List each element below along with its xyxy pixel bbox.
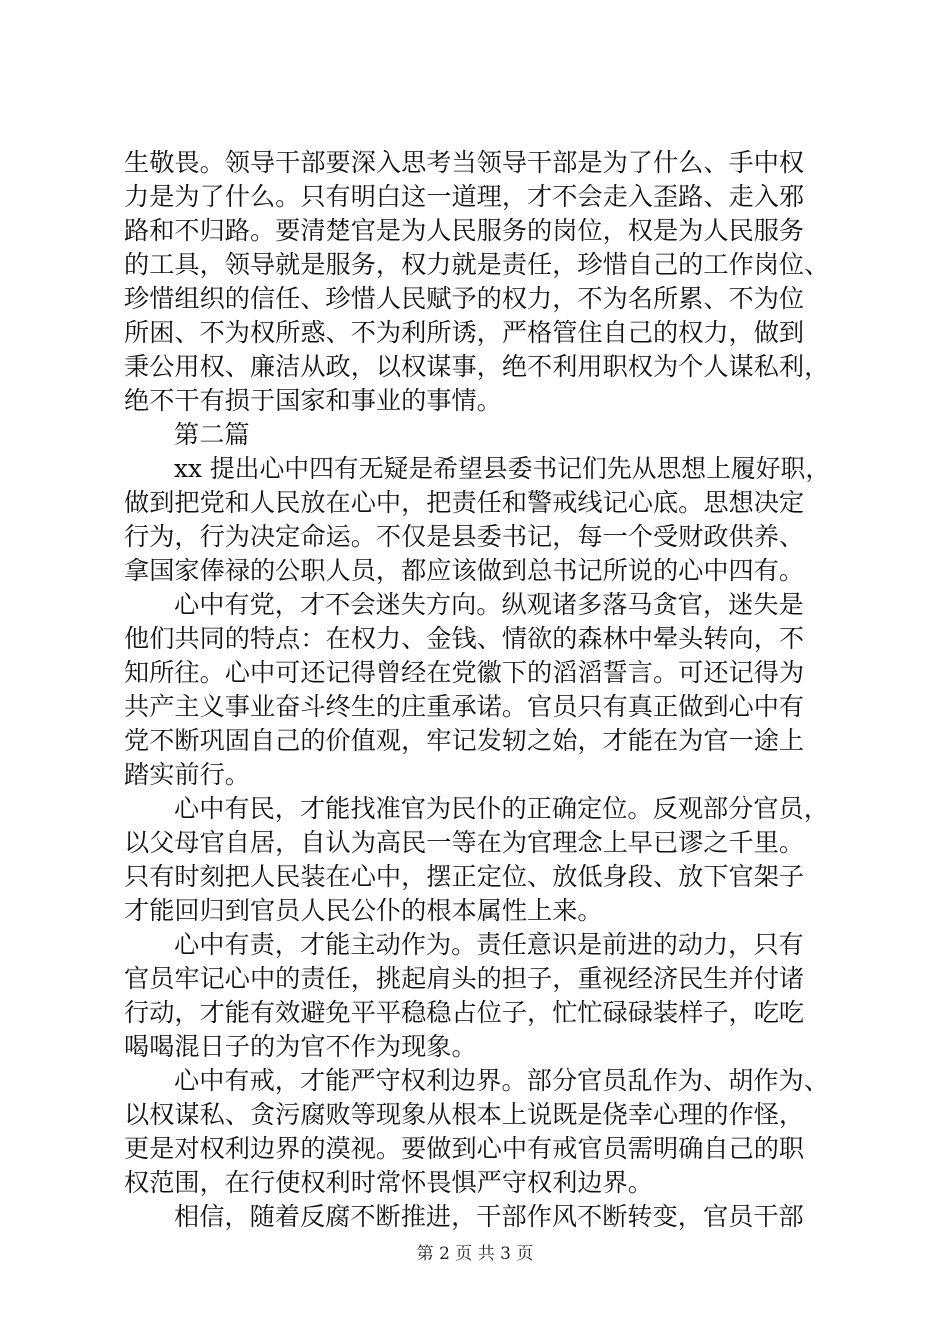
text-line: 相信，随着反腐不断推进，干部作风不断转变，官员干部 bbox=[174, 1202, 804, 1231]
text-line: 他们共同的特点：在权力、金钱、情欲的森林中晕头转向，不 bbox=[124, 624, 805, 653]
text-line: 更是对权利边界的漠视。要做到心中有戒官员需明确自己的职 bbox=[124, 1134, 805, 1163]
text-line: 官员牢记心中的责任，挑起肩头的担子，重视经济民生并付诸 bbox=[124, 964, 805, 993]
text-line: 踏实前行。 bbox=[124, 760, 250, 789]
text-line: 力是为了什么。只有明白这一道理，才不会走入歪路、走入邪 bbox=[124, 182, 805, 211]
text-line: 才能回归到官员人民公仆的根本属性上来。 bbox=[124, 896, 603, 925]
text-line: 行为，行为决定命运。不仅是县委书记，每一个受财政供养、 bbox=[124, 522, 805, 551]
text-line: 拿国家俸禄的公职人员，都应该做到总书记所说的心中四有。 bbox=[124, 556, 805, 585]
text-line: 只有时刻把人民装在心中，摆正定位、放低身段、放下官架子 bbox=[124, 862, 805, 891]
text-line: 以权谋私、贪污腐败等现象从根本上说既是侥幸心理的作怪， bbox=[124, 1100, 805, 1129]
text-line: 党不断巩固自己的价值观，牢记发轫之始，才能在为官一途上 bbox=[124, 726, 805, 755]
text-line: 心中有责，才能主动作为。责任意识是前进的动力，只有 bbox=[174, 930, 804, 959]
text-line: 做到把党和人民放在心中，把责任和警戒线记心底。思想决定 bbox=[124, 488, 805, 517]
text-line: 权范围，在行使权利时常怀畏惧严守权利边界。 bbox=[124, 1168, 653, 1197]
text-line: 共产主义事业奋斗终生的庄重承诺。官员只有真正做到心中有 bbox=[124, 692, 805, 721]
text-line: 心中有戒，才能严守权利边界。部分官员乱作为、胡作为、 bbox=[174, 1066, 829, 1095]
text-line: 的工具，领导就是服务，权力就是责任，珍惜自己的工作岗位、 bbox=[124, 250, 830, 279]
document-body bbox=[124, 146, 830, 1234]
text-line: 心中有党，才不会迷失方向。纵观诸多落马贪官，迷失是 bbox=[174, 590, 804, 619]
text-line: 所困、不为权所惑、不为利所诱，严格管住自己的权力，做到 bbox=[124, 318, 805, 347]
text-line: 生敬畏。领导干部要深入思考当领导干部是为了什么、手中权 bbox=[124, 148, 805, 177]
text-line: 绝不干有损于国家和事业的事情。 bbox=[124, 386, 502, 415]
text-line: xx 提出心中四有无疑是希望县委书记们先从思想上履好职， bbox=[174, 454, 831, 483]
text-line: 珍惜组织的信任、珍惜人民赋予的权力，不为名所累、不为位 bbox=[124, 284, 805, 313]
text-line: 路和不归路。要清楚官是为人民服务的岗位，权是为人民服务 bbox=[124, 216, 805, 245]
text-line: 秉公用权、廉洁从政，以权谋事，绝不利用职权为个人谋私利， bbox=[124, 352, 830, 381]
text-line: 知所往。心中可还记得曾经在党徽下的滔滔誓言。可还记得为 bbox=[124, 658, 805, 687]
text-line: 行动，才能有效避免平平稳稳占位子，忙忙碌碌装样子，吃吃 bbox=[124, 998, 805, 1027]
text-line: 以父母官自居，自认为高民一等在为官理念上早已谬之千里。 bbox=[124, 828, 805, 857]
text-line: 喝喝混日子的为官不作为现象。 bbox=[124, 1032, 477, 1061]
text-line: 心中有民，才能找准官为民仆的正确定位。反观部分官员， bbox=[174, 794, 829, 823]
page-footer: 第 2 页 共 3 页 bbox=[416, 1244, 534, 1264]
text-line: 第二篇 bbox=[174, 420, 250, 449]
